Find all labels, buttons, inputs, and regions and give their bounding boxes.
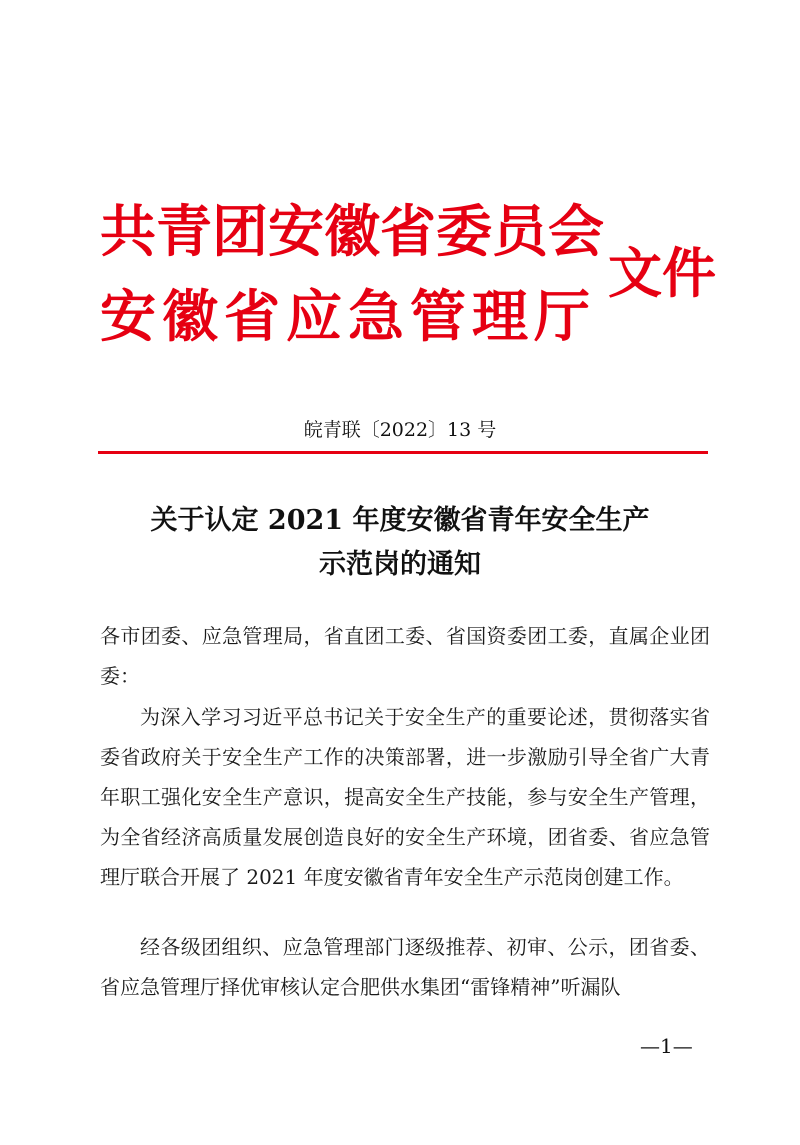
issuing-org-emergency-management-dept: 安徽省应急管理厅: [100, 284, 596, 350]
body-paragraph-2: 经各级团组织、应急管理部门逐级推荐、初审、公示，团省委、省应急管理厅择优审核认定合肥供水集团“雷锋精神”听漏队: [100, 935, 710, 999]
page-number: —1—: [640, 1034, 693, 1058]
issuing-org-communist-youth-league: 共青团安徽省委员会: [100, 199, 604, 265]
notice-title-line-2: 示范岗的通知: [319, 549, 481, 580]
notice-title-line-1: 关于认定 2021 年度安徽省青年安全生产: [150, 505, 650, 536]
document-number: 皖青联〔2022〕13 号: [303, 419, 497, 441]
red-divider-line: [98, 451, 708, 454]
body-paragraph-1: 为深入学习习近平总书记关于安全生产的重要论述，贯彻落实省委省政府关于安全生产工作的决策部署，进一步激励引导全省广大青年职工强化安全生产意识，提高安全生产技能，参与安全生产管理，为全省经济高质量发展创造良好的安全生产环境，团省委、省应急管理厅联合开展了 2021 年度安徽省青年安全生产示范岗创建工作。: [100, 705, 710, 889]
document-header-word: 文件: [608, 241, 716, 305]
salutation-recipients: 各市团委、应急管理局，省直团工委、省国资委团工委，直属企业团委：: [100, 624, 710, 688]
